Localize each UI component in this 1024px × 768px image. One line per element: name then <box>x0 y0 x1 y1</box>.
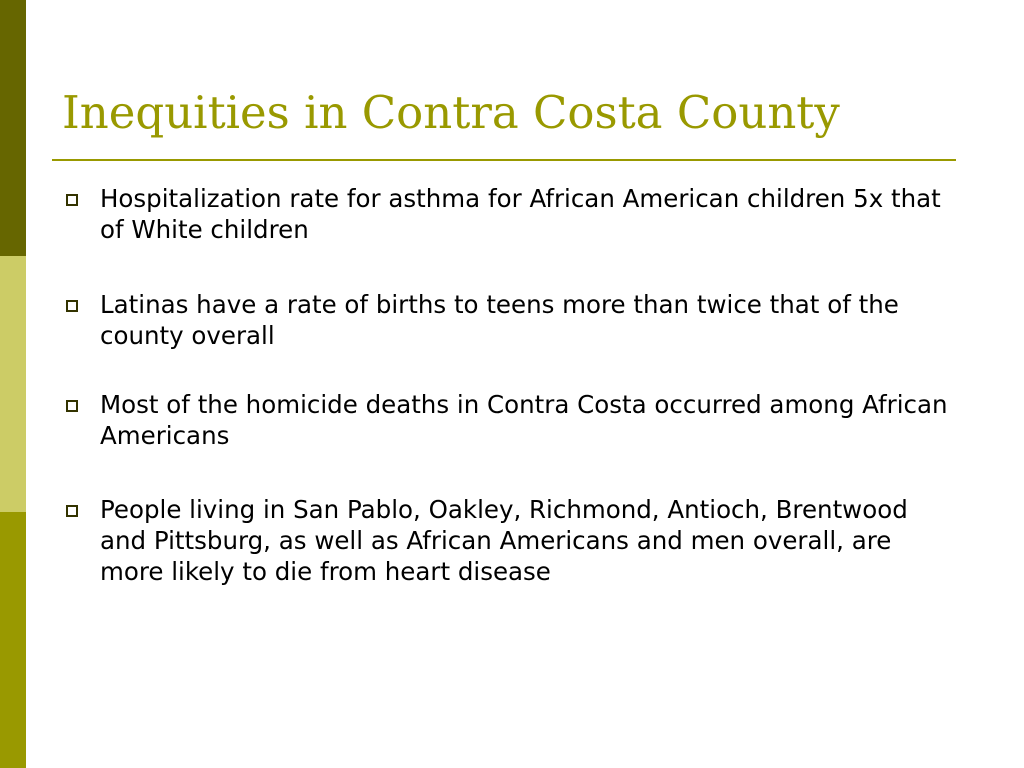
bullet-text-2: Latinas have a rate of births to teens more than twice that of the county overall <box>100 290 899 350</box>
sidebar-middle-band <box>0 256 26 512</box>
sidebar-top-band <box>0 0 26 256</box>
title-underline <box>52 159 956 161</box>
square-bullet-icon <box>66 194 78 206</box>
bullet-text-4: People living in San Pablo, Oakley, Richmond, Antioch, Brentwood and Pittsburg, as well as African Americans and men overall, are more likely to die from heart disease <box>100 495 908 586</box>
bullet-text-1: Hospitalization rate for asthma for African American children 5x that of White children <box>100 184 941 244</box>
sidebar-bottom-band <box>0 512 26 768</box>
square-bullet-icon <box>66 300 78 312</box>
slide-title: Inequities in Contra Costa County <box>62 86 840 139</box>
square-bullet-icon <box>66 505 78 517</box>
square-bullet-icon <box>66 400 78 412</box>
bullet-text-3: Most of the homicide deaths in Contra Costa occurred among African Americans <box>100 390 948 450</box>
